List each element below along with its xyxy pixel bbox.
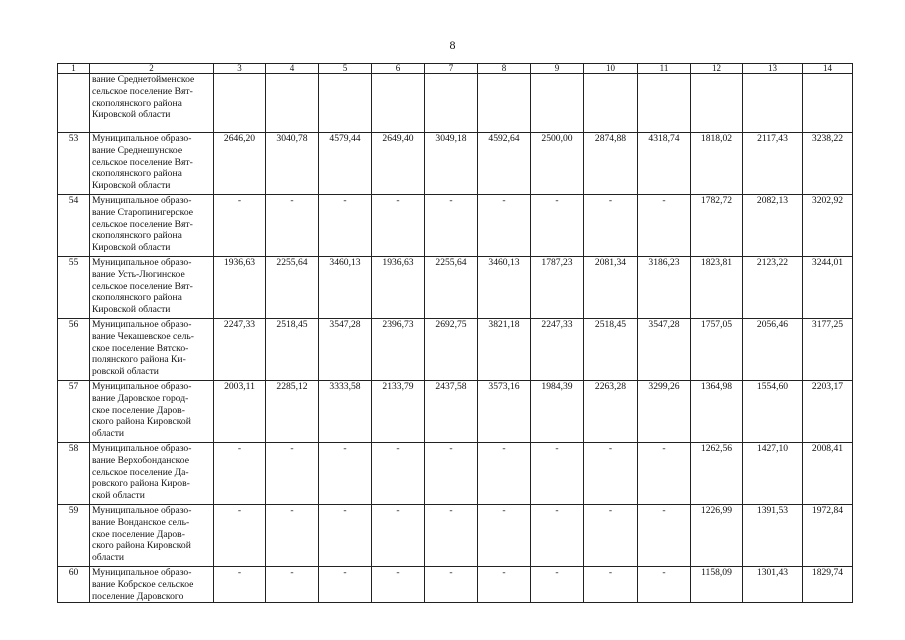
value-cell-col-7: 2255,64 bbox=[425, 257, 478, 319]
name-line: вание Среднешунское bbox=[92, 144, 183, 156]
value-cell-col-13: 2056,46 bbox=[743, 319, 803, 381]
value-cell-col-9: - bbox=[531, 195, 584, 257]
name-line: Муниципальное образо- bbox=[92, 257, 192, 268]
name-line: вание Даровское город- bbox=[92, 392, 189, 404]
value-cell-col-5: 3333,58 bbox=[319, 381, 372, 443]
value-cell-col-12: 1782,72 bbox=[691, 195, 743, 257]
name-line: Муниципальное образо- bbox=[92, 505, 192, 516]
value-cell-col-14 bbox=[803, 74, 853, 133]
column-header-10: 10 bbox=[584, 64, 638, 74]
value-cell-col-3: - bbox=[214, 505, 266, 567]
value-cell-col-10: - bbox=[584, 195, 638, 257]
name-line: ского района Кировской bbox=[92, 416, 191, 428]
value-cell-col-14: 3238,22 bbox=[803, 133, 853, 195]
value-cell-col-11: 4318,74 bbox=[638, 133, 691, 195]
table-row bbox=[58, 567, 853, 603]
value-cell-col-4: - bbox=[266, 567, 319, 603]
value-cell-col-13: 1554,60 bbox=[743, 381, 803, 443]
value-cell-col-6: 2649,40 bbox=[372, 133, 425, 195]
table-body bbox=[58, 74, 853, 603]
column-header-8: 8 bbox=[478, 64, 531, 74]
name-line: Муниципальное образо- bbox=[92, 195, 192, 206]
value-cell-col-12: 1262,56 bbox=[691, 443, 743, 505]
value-cell-col-6: 2396,73 bbox=[372, 319, 425, 381]
value-cell-col-10: 2081,34 bbox=[584, 257, 638, 319]
row-number: 56 bbox=[58, 319, 90, 381]
value-cell-col-14: 2008,41 bbox=[803, 443, 853, 505]
municipality-name bbox=[90, 567, 214, 603]
row-number: 59 bbox=[58, 505, 90, 567]
value-cell-col-4: - bbox=[266, 443, 319, 505]
value-cell-col-11: - bbox=[638, 443, 691, 505]
value-cell-col-13: 2117,43 bbox=[743, 133, 803, 195]
value-cell-col-11: 3299,26 bbox=[638, 381, 691, 443]
column-header-5: 5 bbox=[319, 64, 372, 74]
name-line: ской области bbox=[92, 490, 145, 502]
value-cell-col-4 bbox=[266, 74, 319, 133]
value-cell-col-7: 2692,75 bbox=[425, 319, 478, 381]
value-cell-col-9: - bbox=[531, 443, 584, 505]
column-header-14: 14 bbox=[803, 64, 853, 74]
name-line: ского района Кировской bbox=[92, 540, 191, 552]
value-cell-col-11: - bbox=[638, 567, 691, 603]
value-cell-col-6 bbox=[372, 74, 425, 133]
value-cell-col-4: 2255,64 bbox=[266, 257, 319, 319]
value-cell-col-5: - bbox=[319, 505, 372, 567]
column-header-13: 13 bbox=[743, 64, 803, 74]
name-line: вание Чекашевское сель- bbox=[92, 330, 194, 342]
municipality-name bbox=[90, 133, 214, 195]
table-row bbox=[58, 319, 853, 381]
value-cell-col-11 bbox=[638, 74, 691, 133]
name-line: Кировской области bbox=[92, 180, 171, 192]
name-line: ровского района Киров- bbox=[92, 478, 190, 490]
value-cell-col-13: 2123,22 bbox=[743, 257, 803, 319]
value-cell-col-10: 2874,88 bbox=[584, 133, 638, 195]
name-line: Кировской области bbox=[92, 109, 171, 121]
value-cell-col-3: - bbox=[214, 195, 266, 257]
value-cell-col-8: - bbox=[478, 505, 531, 567]
row-number: 54 bbox=[58, 195, 90, 257]
value-cell-col-3: 2247,33 bbox=[214, 319, 266, 381]
value-cell-col-9 bbox=[531, 74, 584, 133]
table-row bbox=[58, 74, 853, 133]
name-line: скополянского района bbox=[92, 230, 182, 242]
value-cell-col-5: 3460,13 bbox=[319, 257, 372, 319]
value-cell-col-4: 2518,45 bbox=[266, 319, 319, 381]
value-cell-col-6: - bbox=[372, 443, 425, 505]
row-number bbox=[58, 74, 90, 133]
row-number: 58 bbox=[58, 443, 90, 505]
name-line: области bbox=[92, 428, 125, 440]
name-line: вание Кобрское сельское bbox=[92, 578, 194, 590]
municipality-name bbox=[90, 74, 214, 133]
page-number: 8 bbox=[449, 38, 456, 52]
value-cell-col-7: - bbox=[425, 567, 478, 603]
name-line: Муниципальное образо- bbox=[92, 443, 192, 454]
name-line: вание Усть-Люгинское bbox=[92, 268, 185, 280]
column-header-9: 9 bbox=[531, 64, 584, 74]
value-cell-col-12: 1158,09 bbox=[691, 567, 743, 603]
value-cell-col-12: 1226,99 bbox=[691, 505, 743, 567]
municipality-name bbox=[90, 443, 214, 505]
name-line: вание Старопинигерское bbox=[92, 206, 194, 218]
value-cell-col-11: - bbox=[638, 195, 691, 257]
value-cell-col-5: 4579,44 bbox=[319, 133, 372, 195]
value-cell-col-11: 3547,28 bbox=[638, 319, 691, 381]
value-cell-col-3: 2646,20 bbox=[214, 133, 266, 195]
column-header-3: 3 bbox=[214, 64, 266, 74]
value-cell-col-8: 3821,18 bbox=[478, 319, 531, 381]
column-header-11: 11 bbox=[638, 64, 691, 74]
value-cell-col-9: 2500,00 bbox=[531, 133, 584, 195]
value-cell-col-14: 3244,01 bbox=[803, 257, 853, 319]
value-cell-col-11: 3186,23 bbox=[638, 257, 691, 319]
value-cell-col-3: - bbox=[214, 443, 266, 505]
value-cell-col-13: 1301,43 bbox=[743, 567, 803, 603]
value-cell-col-8 bbox=[478, 74, 531, 133]
value-cell-col-14: 1972,84 bbox=[803, 505, 853, 567]
value-cell-col-7: - bbox=[425, 505, 478, 567]
value-cell-col-10: - bbox=[584, 505, 638, 567]
value-cell-col-7: 2437,58 bbox=[425, 381, 478, 443]
name-line: Муниципальное образо- bbox=[92, 319, 192, 330]
value-cell-col-9: - bbox=[531, 505, 584, 567]
value-cell-col-14: 1829,74 bbox=[803, 567, 853, 603]
municipality-name bbox=[90, 257, 214, 319]
value-cell-col-14: 3177,25 bbox=[803, 319, 853, 381]
value-cell-col-8: - bbox=[478, 443, 531, 505]
value-cell-col-10: - bbox=[584, 567, 638, 603]
value-cell-col-4: 3040,78 bbox=[266, 133, 319, 195]
name-line: вание Верхобонданское bbox=[92, 454, 189, 466]
value-cell-col-3 bbox=[214, 74, 266, 133]
value-cell-col-13: 1427,10 bbox=[743, 443, 803, 505]
name-line: скополянского района bbox=[92, 292, 182, 304]
name-line: вание Вонданское сель- bbox=[92, 516, 190, 528]
row-number: 57 bbox=[58, 381, 90, 443]
value-cell-col-12: 1818,02 bbox=[691, 133, 743, 195]
name-line: Муниципальное образо- bbox=[92, 133, 192, 144]
row-number: 55 bbox=[58, 257, 90, 319]
value-cell-col-5 bbox=[319, 74, 372, 133]
name-line: области bbox=[92, 552, 125, 564]
name-line: скополянского района bbox=[92, 168, 182, 180]
value-cell-col-12: 1823,81 bbox=[691, 257, 743, 319]
value-cell-col-6: - bbox=[372, 567, 425, 603]
table-row bbox=[58, 443, 853, 505]
municipality-name bbox=[90, 505, 214, 567]
value-cell-col-9: 1984,39 bbox=[531, 381, 584, 443]
value-cell-col-6: - bbox=[372, 505, 425, 567]
value-cell-col-5: - bbox=[319, 567, 372, 603]
value-cell-col-11: - bbox=[638, 505, 691, 567]
value-cell-col-5: 3547,28 bbox=[319, 319, 372, 381]
name-line: сельское поселение Вят- bbox=[92, 156, 193, 168]
value-cell-col-9: 2247,33 bbox=[531, 319, 584, 381]
value-cell-col-7: - bbox=[425, 195, 478, 257]
name-line: Кировской области bbox=[92, 304, 171, 316]
table-row bbox=[58, 133, 853, 195]
value-cell-col-6: 2133,79 bbox=[372, 381, 425, 443]
name-line: поселение Даровского bbox=[92, 590, 184, 602]
column-header-12: 12 bbox=[691, 64, 743, 74]
value-cell-col-8: 4592,64 bbox=[478, 133, 531, 195]
value-cell-col-3: 1936,63 bbox=[214, 257, 266, 319]
value-cell-col-13 bbox=[743, 74, 803, 133]
municipality-name bbox=[90, 195, 214, 257]
value-cell-col-7 bbox=[425, 74, 478, 133]
value-cell-col-14: 3202,92 bbox=[803, 195, 853, 257]
table-header bbox=[58, 64, 853, 74]
column-header-7: 7 bbox=[425, 64, 478, 74]
value-cell-col-8: - bbox=[478, 567, 531, 603]
column-header-6: 6 bbox=[372, 64, 425, 74]
column-header-4: 4 bbox=[266, 64, 319, 74]
name-line: сельское поселение Вят- bbox=[92, 218, 193, 230]
value-cell-col-4: 2285,12 bbox=[266, 381, 319, 443]
name-line: ское поселение Даров- bbox=[92, 528, 185, 540]
municipality-name bbox=[90, 381, 214, 443]
column-header-1: 1 bbox=[58, 64, 90, 74]
value-cell-col-9: 1787,23 bbox=[531, 257, 584, 319]
value-cell-col-13: 2082,13 bbox=[743, 195, 803, 257]
value-cell-col-5: - bbox=[319, 195, 372, 257]
row-number: 53 bbox=[58, 133, 90, 195]
table-row bbox=[58, 381, 853, 443]
name-line: Кировской области bbox=[92, 242, 171, 254]
name-line: сельское поселение Да- bbox=[92, 466, 189, 478]
value-cell-col-13: 1391,53 bbox=[743, 505, 803, 567]
header-row bbox=[58, 64, 853, 74]
name-line: Муниципальное образо- bbox=[92, 567, 192, 578]
value-cell-col-3: - bbox=[214, 567, 266, 603]
value-cell-col-9: - bbox=[531, 567, 584, 603]
table-row bbox=[58, 195, 853, 257]
value-cell-col-12: 1757,05 bbox=[691, 319, 743, 381]
municipality-name bbox=[90, 319, 214, 381]
value-cell-col-8: - bbox=[478, 195, 531, 257]
value-cell-col-14: 2203,17 bbox=[803, 381, 853, 443]
name-line: ское поселение Даров- bbox=[92, 404, 185, 416]
row-number: 60 bbox=[58, 567, 90, 603]
value-cell-col-4: - bbox=[266, 505, 319, 567]
value-cell-col-5: - bbox=[319, 443, 372, 505]
value-cell-col-12 bbox=[691, 74, 743, 133]
name-line: ровской области bbox=[92, 366, 159, 378]
value-cell-col-7: 3049,18 bbox=[425, 133, 478, 195]
name-line: сельское поселение Вят- bbox=[92, 85, 193, 97]
value-cell-col-10: 2263,28 bbox=[584, 381, 638, 443]
name-line: сельское поселение Вят- bbox=[92, 280, 193, 292]
name-line: Муниципальное образо- bbox=[92, 381, 192, 392]
table-row bbox=[58, 257, 853, 319]
value-cell-col-3: 2003,11 bbox=[214, 381, 266, 443]
value-cell-col-10: 2518,45 bbox=[584, 319, 638, 381]
table-row bbox=[58, 505, 853, 567]
value-cell-col-10 bbox=[584, 74, 638, 133]
value-cell-col-10: - bbox=[584, 443, 638, 505]
name-line: полянского района Ки- bbox=[92, 354, 186, 366]
column-header-2: 2 bbox=[90, 64, 214, 74]
value-cell-col-7: - bbox=[425, 443, 478, 505]
value-cell-col-6: - bbox=[372, 195, 425, 257]
name-line: скополянского района bbox=[92, 97, 182, 109]
tariff-table bbox=[57, 63, 853, 603]
name-line: ское поселение Вятско- bbox=[92, 342, 189, 354]
value-cell-col-6: 1936,63 bbox=[372, 257, 425, 319]
name-line: вание Среднетойменское bbox=[92, 74, 195, 85]
value-cell-col-8: 3460,13 bbox=[478, 257, 531, 319]
value-cell-col-8: 3573,16 bbox=[478, 381, 531, 443]
value-cell-col-4: - bbox=[266, 195, 319, 257]
value-cell-col-12: 1364,98 bbox=[691, 381, 743, 443]
